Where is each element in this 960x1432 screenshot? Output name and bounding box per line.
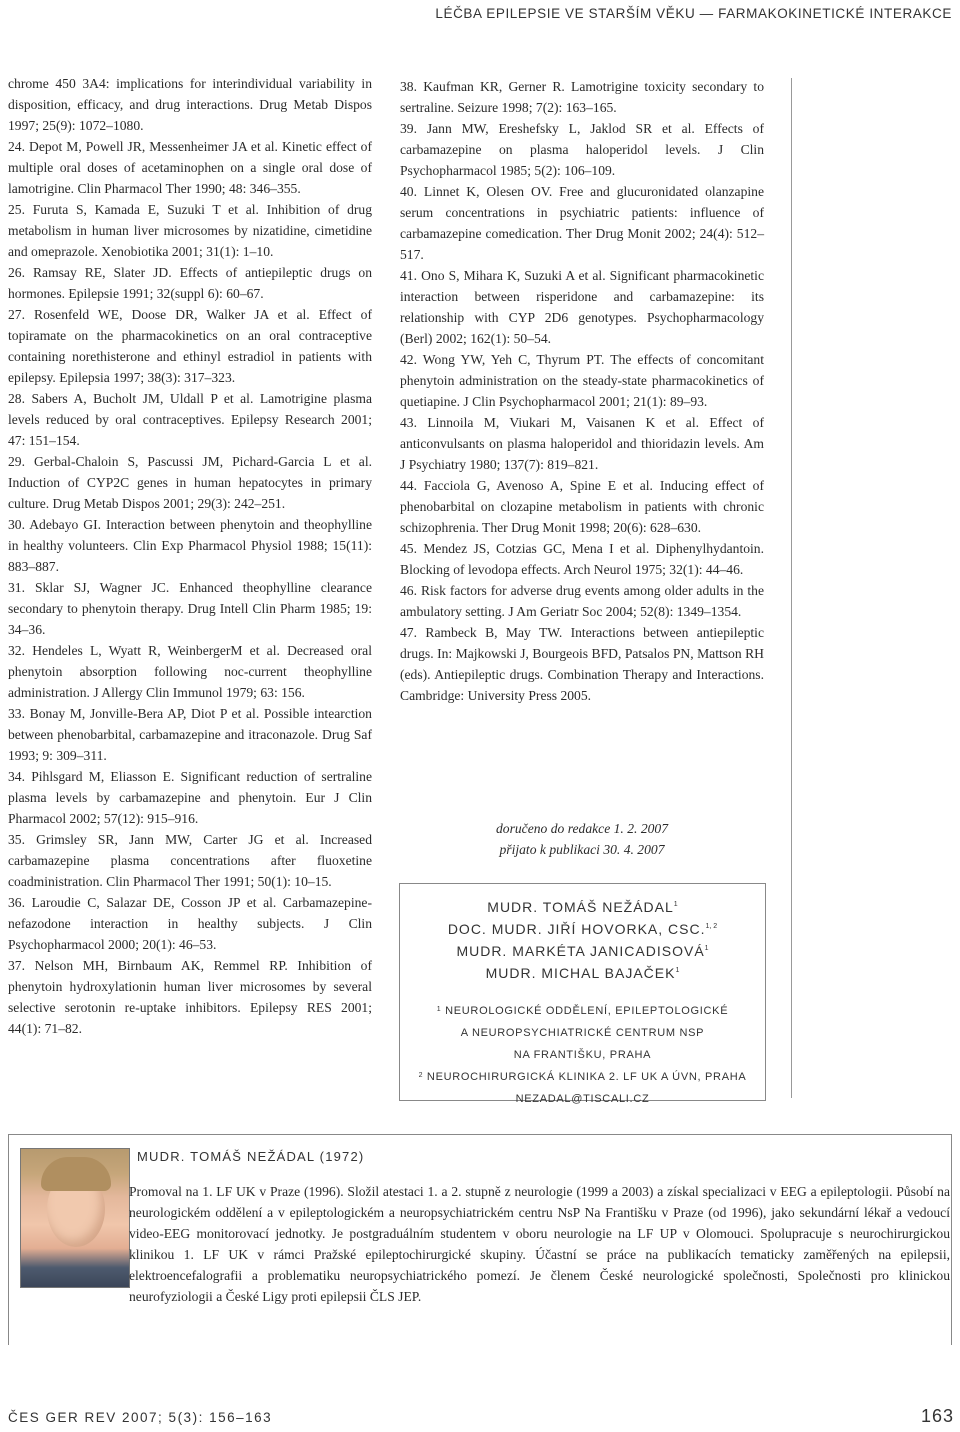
reference-text: Linnet K, Olesen OV. Free and glucuronidated olanzapine serum concentrations in psychiatric patients: influence of carbamazepine comedication. Ther Drug Monit 2002; 24(4): 512–517.	[400, 184, 764, 262]
reference-item	[8, 388, 372, 451]
reference-number: 25.	[8, 202, 25, 217]
author-2: DOC. MUDR. JIŘÍ HOVORKA, CSC.$^{1, 2}$	[447, 921, 718, 937]
reference-item	[8, 829, 372, 892]
reference-text: Rosenfeld WE, Doose DR, Walker JA et al. Effect of topiramate on the pharmacokinetics on an oral contraceptive containing norethisterone and ethinyl estradiol in patients with epilepsy. Epilepsia 1997; 38(3): 317–323.	[8, 307, 372, 385]
reference-number: 45.	[400, 541, 417, 556]
reference-number: 24.	[8, 139, 25, 154]
reference-number: 27.	[8, 307, 25, 322]
affiliation-1-line-2: A NEUROPSYCHIATRICKÉ CENTRUM NSP	[460, 1027, 705, 1039]
reference-item	[8, 892, 372, 955]
bio-paragraph: Promoval na 1. LF UK v Praze (1996). Složil atestaci 1. a 2. stupně z neurologie (1999 a 2003) a získal specializaci v EEG a epileptologii. Působí na neurologickém oddělení a v epileptologickém a neuropsychiatrickém centru NsP Na Františku v Praze (od 1996), jako sekundární lékař a vedoucí video-EEG monitorovací jednotky. Je postgraduálním studentem v oboru neurologie na LF UP v Olomouci. Spolupracuje s neurochirurgickou klinikou 1. LF UK v rámci Pražské epileptochirurgické skupiny. Účastní se práce na publikacích tematicky zaměřených na epilepsii, elektroencefalografii a problematiku neuropsychiatrického pomezí. Je členem České neurologické společnosti, Společnosti pro klinickou neurofyziologii a České Ligy proti epilepsii ČLS JEP.	[129, 1184, 950, 1304]
references-right-column	[400, 76, 764, 706]
reference-text: Depot M, Powell JR, Messenheimer JA et al. Kinetic effect of multiple oral doses of acetaminophen on a single oral dose of lamotrigine. Clin Pharmacol Ther 1990; 48: 346–355.	[8, 139, 372, 196]
received-date: doručeno do redakce 1. 2. 2007	[495, 821, 669, 836]
affiliation-1-line-1: $^1$ NEUROLOGICKÉ ODDĚLENÍ, EPILEPTOLOGICKÉ	[436, 1005, 729, 1017]
reference-text: Wong YW, Yeh C, Thyrum PT. The effects of concomitant phenytoin administration on the steady-state pharmacokinetics of quetiapine. J Clin Psychopharmacol 2001; 21(1): 89–93.	[400, 352, 764, 409]
reference-number: 28.	[8, 391, 25, 406]
reference-text: Pihlsgard M, Eliasson E. Significant reduction of sertraline plasma levels by carbamazepine and phenytoin. Eur J Clin Pharmacol 2002; 57(12): 915–916.	[8, 769, 372, 826]
reference-item	[8, 766, 372, 829]
references-left-column	[8, 73, 372, 1039]
reference-number: 38.	[400, 79, 417, 94]
accepted-date: přijato k publikaci 30. 4. 2007	[499, 842, 665, 857]
reference-text: Sabers A, Bucholt JM, Uldall P et al. Lamotrigine plasma levels reduced by oral contraceptives. Epilepsy Research 2001; 47: 151–154.	[8, 391, 372, 448]
reference-item	[400, 538, 764, 580]
reference-number: 34.	[8, 769, 25, 784]
reference-item	[8, 304, 372, 388]
reference-number: 31.	[8, 580, 25, 595]
reference-number: 40.	[400, 184, 417, 199]
reference-text: chrome 450 3A4: implications for interindividual variability in disposition, efficacy, and drug interactions. Drug Metab Dispos 1997; 25(9): 1072–1080.	[8, 76, 372, 133]
reference-item	[400, 76, 764, 118]
reference-item	[400, 580, 764, 622]
reference-text: Sklar SJ, Wagner JC. Enhanced theophylline clearance secondary to phenytoin therapy. Drug Intell Clin Pharm 1985; 19: 34–36.	[8, 580, 372, 637]
reference-number: 46.	[400, 583, 417, 598]
reference-text: Grimsley SR, Jann MW, Carter JG et al. Increased carbamazepine plasma concentrations after fluoxetine coadministration. Clin Pharmacol Ther 1991; 50(1): 10–15.	[8, 832, 372, 889]
running-title: LÉČBA EPILEPSIE VE STARŠÍM VĚKU — FARMAKOKINETICKÉ INTERAKCE	[435, 6, 952, 21]
reference-item	[8, 703, 372, 766]
reference-item	[8, 136, 372, 199]
reference-item	[8, 514, 372, 577]
page-number: 163	[920, 1406, 954, 1426]
reference-number: 41.	[400, 268, 417, 283]
reference-text: Hendeles L, Wyatt R, WeinbergerM et al. Decreased oral phenytoin absorption following noc-current theophylline administration. J Allergy Clin Immunol 1979; 63: 156.	[8, 643, 372, 700]
reference-text: Ramsay RE, Slater JD. Effects of antiepileptic drugs on hormones. Epilepsie 1991; 32(suppl 6): 60–67.	[8, 265, 372, 301]
reference-number: 32.	[8, 643, 25, 658]
submission-dates	[400, 818, 764, 860]
author-box	[399, 883, 766, 1105]
journal-citation: ČES GER REV 2007; 5(3): 156–163	[8, 1410, 273, 1425]
reference-number: 39.	[400, 121, 417, 136]
reference-text: Furuta S, Kamada E, Suzuki T et al. Inhibition of drug metabolism in human liver microsomes by nizatidine, cimetidine and omeprazole. Xenobiotika 2001; 31(1): 1–10.	[8, 202, 372, 259]
reference-text: Risk factors for adverse drug events among older adults in the ambulatory setting. J Am Geriatr Soc 2004; 52(8): 1349–1354.	[400, 583, 764, 619]
reference-text: Rambeck B, May TW. Interactions between antiepileptic drugs. In: Majkowski J, Bourgeois BFD, Patsalos PN, Mattson RH (eds). Antiepileptic drugs. Combination Therapy and Interactions. Cambridge: University Press 2005.	[400, 625, 764, 703]
reference-text: Bonay M, Jonville-Bera AP, Diot P et al. Possible intearction between phenobarbital, carbamazepine and itraconazole. Drug Saf 1993; 9: 309–311.	[8, 706, 372, 763]
reference-item	[8, 73, 372, 136]
column-divider	[791, 78, 792, 1098]
affiliation-1-line-3: NA FRANTIŠKU, PRAHA	[513, 1049, 652, 1061]
reference-number: 36.	[8, 895, 25, 910]
reference-text: Linnoila M, Viukari M, Vaisanen K et al. Effect of anticonvulsants on plasma haloperidol and thioridazin levels. Am J Psychiatry 1980; 137(7): 819–821.	[400, 415, 764, 472]
reference-text: Mendez JS, Cotzias GC, Mena I et al. Diphenylhydantoin. Blocking of levodopa effects. Arch Neurol 1975; 32(1): 44–46.	[400, 541, 764, 577]
reference-number: 37.	[8, 958, 25, 973]
reference-item	[8, 640, 372, 703]
reference-item	[400, 475, 764, 538]
reference-item	[8, 955, 372, 1039]
reference-item	[400, 118, 764, 181]
photo-spacer	[9, 1181, 129, 1289]
reference-item	[400, 349, 764, 412]
reference-text: Facciola G, Avenoso A, Spine E et al. Inducing effect of phenobarbital on clozapine metabolism in patients with chronic schizophrenia. Ther Drug Monit 1998; 20(6): 628–630.	[400, 478, 764, 535]
affiliations	[400, 1000, 765, 1110]
reference-text: Gerbal-Chaloin S, Pascussi JM, Pichard-Garcia L et al. Induction of CYP2C genes in human hepatocytes in primary culture. Drug Metab Dispos 2001; 29(3): 242–251.	[8, 454, 372, 511]
reference-item	[8, 199, 372, 262]
reference-number: 43.	[400, 415, 417, 430]
reference-item	[400, 265, 764, 349]
bio-text-block	[9, 1181, 950, 1307]
reference-item	[8, 451, 372, 514]
reference-text: Jann MW, Ereshefsky L, Jaklod SR et al. Effects of carbamazepine on plasma haloperidol levels. J Clin Psychopharmacol 1985; 5(2): 106–109.	[400, 121, 764, 178]
reference-number: 33.	[8, 706, 25, 721]
affiliation-2: $^2$ NEUROCHIRURGICKÁ KLINIKA 2. LF UK A ÚVN, PRAHA	[418, 1071, 747, 1083]
reference-number: 47.	[400, 625, 417, 640]
reference-number: 26.	[8, 265, 25, 280]
author-list	[400, 896, 765, 984]
author-bio-box	[8, 1134, 952, 1345]
reference-text: Kaufman KR, Gerner R. Lamotrigine toxicity secondary to sertraline. Seizure 1998; 7(2): 163–165.	[400, 79, 764, 115]
reference-item	[8, 577, 372, 640]
author-3: MUDR. MARKÉTA JANICADISOVÁ$^1$	[456, 943, 709, 959]
reference-text: Adebayo GI. Interaction between phenytoin and theophylline in healthy volunteers. Clin Exp Pharmacol Physiol 1988; 15(11): 883–887.	[8, 517, 372, 574]
author-email[interactable]: NEZADAL@TISCALI.CZ	[515, 1093, 650, 1105]
reference-item	[400, 622, 764, 706]
reference-item	[400, 412, 764, 475]
reference-item	[8, 262, 372, 304]
reference-text: Laroudie C, Salazar DE, Cosson JP et al. Carbamazepine-nefazodone interaction in healthy subjects. J Clin Psychopharmacol 2000; 20(1): 46–53.	[8, 895, 372, 952]
reference-text: Nelson MH, Birnbaum AK, Remmel RP. Inhibition of phenytoin hydroxylationin human liver microsomes by several selective serotonin re-uptake inhibitors. Epilepsy RES 2001; 44(1): 71–82.	[8, 958, 372, 1036]
reference-number: 30.	[8, 517, 25, 532]
reference-text: Ono S, Mihara K, Suzuki A et al. Significant pharmacokinetic interaction between risperidone and carbamazepine: its relationship with CYP 2D6 genotypes. Psychopharmacology (Berl) 2002; 162(1): 50–54.	[400, 268, 764, 346]
bio-title: MUDR. TOMÁŠ NEŽÁDAL (1972)	[137, 1149, 365, 1164]
reference-number: 29.	[8, 454, 25, 469]
author-1: MUDR. TOMÁŠ NEŽÁDAL$^1$	[487, 899, 678, 915]
reference-number: 42.	[400, 352, 417, 367]
reference-number: 35.	[8, 832, 25, 847]
author-4: MUDR. MICHAL BAJAČEK$^1$	[485, 965, 680, 981]
reference-number: 44.	[400, 478, 417, 493]
reference-item	[400, 181, 764, 265]
